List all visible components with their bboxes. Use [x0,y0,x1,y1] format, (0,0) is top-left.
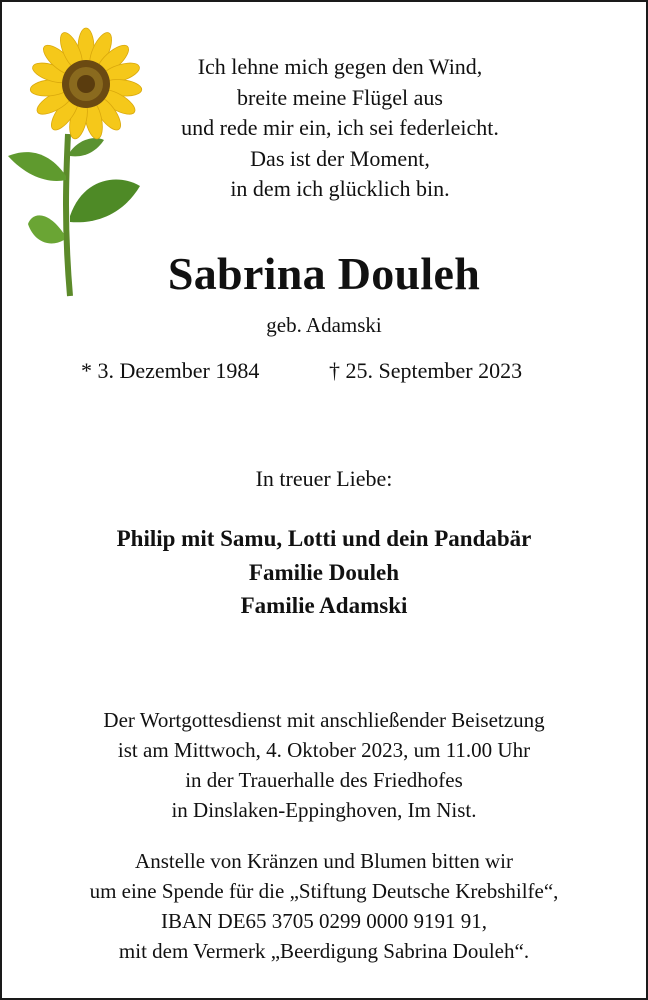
poem-line: breite meine Flügel aus [237,84,443,110]
poem-line: Ich lehne mich gegen den Wind, [197,54,483,79]
donation-line: mit dem Vermerk „Beerdigung Sabrina Douleh“. [118,939,530,963]
donation-line: um eine Spende für die „Stiftung Deutsche Krebshilfe“, [89,879,559,903]
service-line: in Dinslaken-Eppinghoven, Im Nist. [171,798,477,822]
mourner-line: Familie Adamski [240,593,408,618]
birth-date: * 3. Dezember 1984 [81,358,260,383]
donation-info [2,846,646,966]
service-info [2,705,646,825]
service-line: ist am Mittwoch, 4. Oktober 2023, um 11.00 Uhr [117,738,531,762]
donation-line: Anstelle von Kränzen und Blumen bitten wir [135,849,513,873]
poem [120,52,560,205]
life-dates [2,356,646,386]
service-line: in der Trauerhalle des Friedhofes [185,768,463,792]
service-line: Der Wortgottesdienst mit anschließender Beisetzung [103,708,545,732]
poem-line: Das ist der Moment, [250,145,430,171]
mourners-intro: In treuer Liebe: [255,466,393,491]
poem-line: in dem ich glücklich bin. [230,176,450,201]
donation-line: IBAN DE65 3705 0299 0000 9191 91, [160,909,488,933]
poem-line: und rede mir ein, ich sei federleicht. [181,115,499,140]
mourner-line: Familie Douleh [248,559,400,585]
deceased-name: Sabrina Douleh [167,248,481,299]
death-date: † 25. September 2023 [329,358,523,383]
mourner-line: Philip mit Samu, Lotti und dein Pandabär [116,526,532,551]
birth-name: geb. Adamski [266,313,382,337]
mourners-list [2,522,646,623]
